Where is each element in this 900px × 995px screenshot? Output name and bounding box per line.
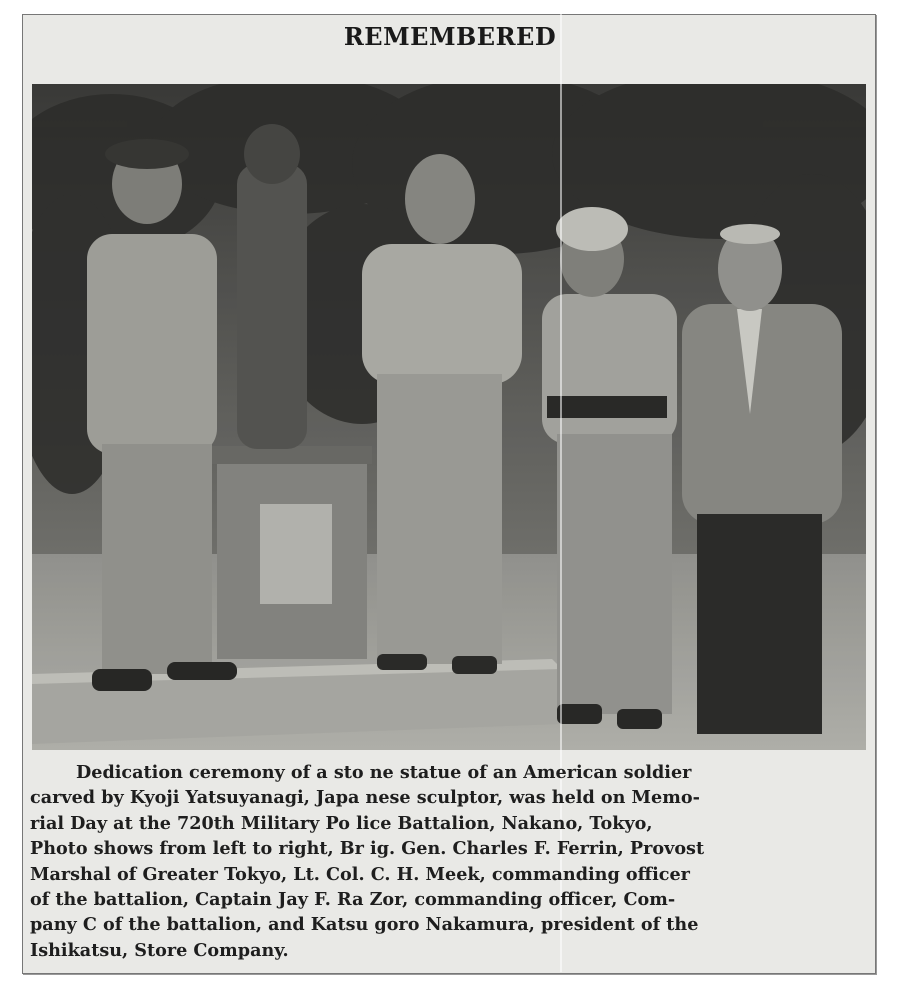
headline: REMEMBERED — [343, 22, 557, 51]
caption-line: rial Day at the 720th Military Po lice Battalion, Nakano, Tokyo, — [30, 812, 653, 834]
caption-line: pany C of the battalion, and Katsu goro Nakamura, president of the — [30, 914, 699, 936]
caption-line: carved by Kyoji Yatsuyanagi, Japa nese sculptor, was held on Memo- — [30, 787, 700, 809]
photo-illustration — [32, 84, 866, 750]
caption-line: Marshal of Greater Tokyo, Lt. Col. C. H. Meek, commanding officer — [30, 863, 690, 885]
caption-line: Photo shows from left to right, Br ig. Gen. Charles F. Ferrin, Provost — [30, 838, 705, 860]
ceremony-photo — [32, 84, 866, 750]
caption-line: Dedication ceremony of a sto ne statue of an American soldier — [76, 762, 692, 783]
photo-caption — [30, 760, 862, 963]
caption-line: Ishikatsu, Store Company. — [30, 939, 289, 961]
caption-line: of the battalion, Captain Jay F. Ra Zor, commanding officer, Com- — [30, 889, 676, 911]
